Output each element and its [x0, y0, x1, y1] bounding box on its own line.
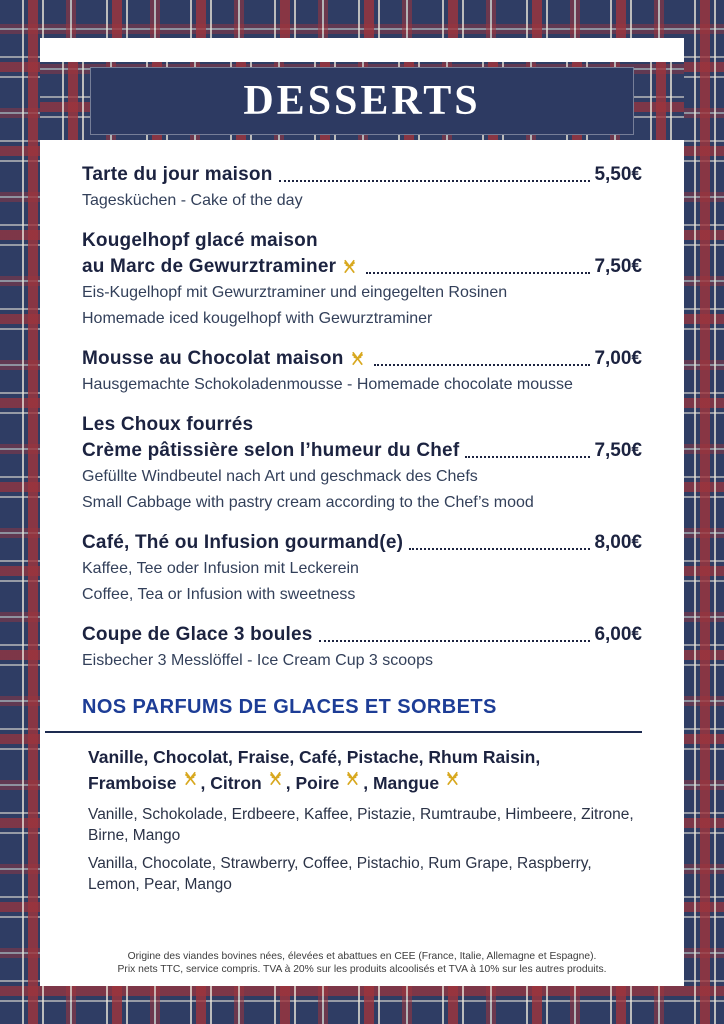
item-subtitle: Kaffee, Tee oder Infusion mit Leckerein: [82, 560, 359, 577]
item-price: 6,00€: [594, 624, 642, 645]
item-subtitle: Homemade iced kougelhopf with Gewurztraminer: [82, 310, 433, 327]
menu-item: [82, 530, 642, 606]
flavor-text: , Citron: [200, 773, 262, 793]
menu-item: [82, 228, 642, 330]
item-subtitle: Coffee, Tea or Infusion with sweetness: [82, 586, 356, 603]
dotted-leader: [279, 180, 591, 182]
flavor-text: Framboise: [88, 773, 177, 793]
item-title-row: [82, 530, 642, 556]
footer-line: Prix nets TTC, service compris. TVA à 20% sur les produits alcoolisés et TVA à 10% sur les autres produits.: [117, 964, 607, 975]
item-price: 8,00€: [594, 532, 642, 553]
header-banner: [90, 67, 634, 135]
menu-item: [82, 622, 642, 672]
wheat-icon: [344, 770, 361, 787]
wheat-icon: [341, 258, 358, 275]
item-price: 7,50€: [594, 256, 642, 277]
item-title-row: [82, 346, 642, 372]
menu-item: [82, 162, 642, 212]
item-title: Coupe de Glace 3 boules: [82, 624, 313, 645]
item-subtitle: Eisbecher 3 Messlöffel - Ice Cream Cup 3 scoops: [82, 652, 433, 669]
flavors-line-en: Vanilla, Chocolate, Strawberry, Coffee, Pistachio, Rum Grape, Raspberry, Lemon, Pear, Mango: [88, 855, 592, 893]
flavors-line-de: Vanille, Schokolade, Erdbeere, Kaffee, Pistazie, Rumtraube, Himbeere, Zitrone, Birne, Mango: [88, 806, 634, 844]
item-subtitle: Small Cabbage with pastry cream according to the Chef’s mood: [82, 494, 534, 511]
item-subtitle: Eis-Kugelhopf mit Gewurztraminer und eingegelten Rosinen: [82, 284, 508, 301]
divider-line: [45, 731, 642, 733]
menu-item: [82, 346, 642, 396]
item-title-row: [82, 622, 642, 648]
item-subtitle: Tagesküchen - Cake of the day: [82, 192, 303, 209]
flavors-line-bold: Vanille, Chocolat, Fraise, Café, Pistache, Rhum Raisin,: [88, 747, 541, 767]
flavors-block: [82, 745, 642, 895]
dotted-leader: [319, 640, 591, 642]
item-title: Mousse au Chocolat maison: [82, 348, 344, 369]
item-subtitle: Hausgemachte Schokoladenmousse - Homemade chocolate mousse: [82, 376, 573, 393]
header-band: [40, 62, 684, 140]
wheat-icon: [349, 350, 366, 367]
footer-note: [66, 950, 658, 976]
item-price: 7,50€: [594, 440, 642, 461]
item-title-row: [82, 162, 642, 188]
flavors-heading: NOS PARFUMS DE GLACES ET SORBETS: [82, 696, 497, 718]
item-price: 5,50€: [594, 164, 642, 185]
dotted-leader: [465, 456, 590, 458]
footer-line: Origine des viandes bovines nées, élevées et abattues en CEE (France, Italie, Allemagne et Espagne).: [127, 951, 597, 962]
dotted-leader: [374, 364, 591, 366]
page-title: DESSERTS: [243, 78, 481, 124]
item-title: au Marc de Gewurztraminer: [82, 256, 337, 277]
item-subtitle: Gefüllte Windbeutel nach Art und geschmack des Chefs: [82, 468, 478, 485]
wheat-icon: [267, 770, 284, 787]
dotted-leader: [409, 548, 590, 550]
item-title: Tarte du jour maison: [82, 164, 273, 185]
item-title-row: [82, 438, 642, 464]
item-title-line: Les Choux fourrés: [82, 414, 254, 435]
menu-item: [82, 412, 642, 514]
flavor-text: , Mangue: [363, 773, 440, 793]
item-title-row: [82, 254, 642, 280]
flavors-line-bold: [88, 770, 642, 796]
item-price: 7,00€: [594, 348, 642, 369]
wheat-icon: [182, 770, 199, 787]
item-title: Crème pâtissière selon l’humeur du Chef: [82, 440, 460, 461]
flavor-text: , Poire: [285, 773, 340, 793]
menu-card: [40, 38, 684, 986]
item-title-line: Kougelhopf glacé maison: [82, 230, 318, 251]
item-title: Café, Thé ou Infusion gourmand(e): [82, 532, 404, 553]
wheat-icon: [444, 770, 461, 787]
menu-content: [40, 140, 684, 895]
dotted-leader: [366, 272, 590, 274]
